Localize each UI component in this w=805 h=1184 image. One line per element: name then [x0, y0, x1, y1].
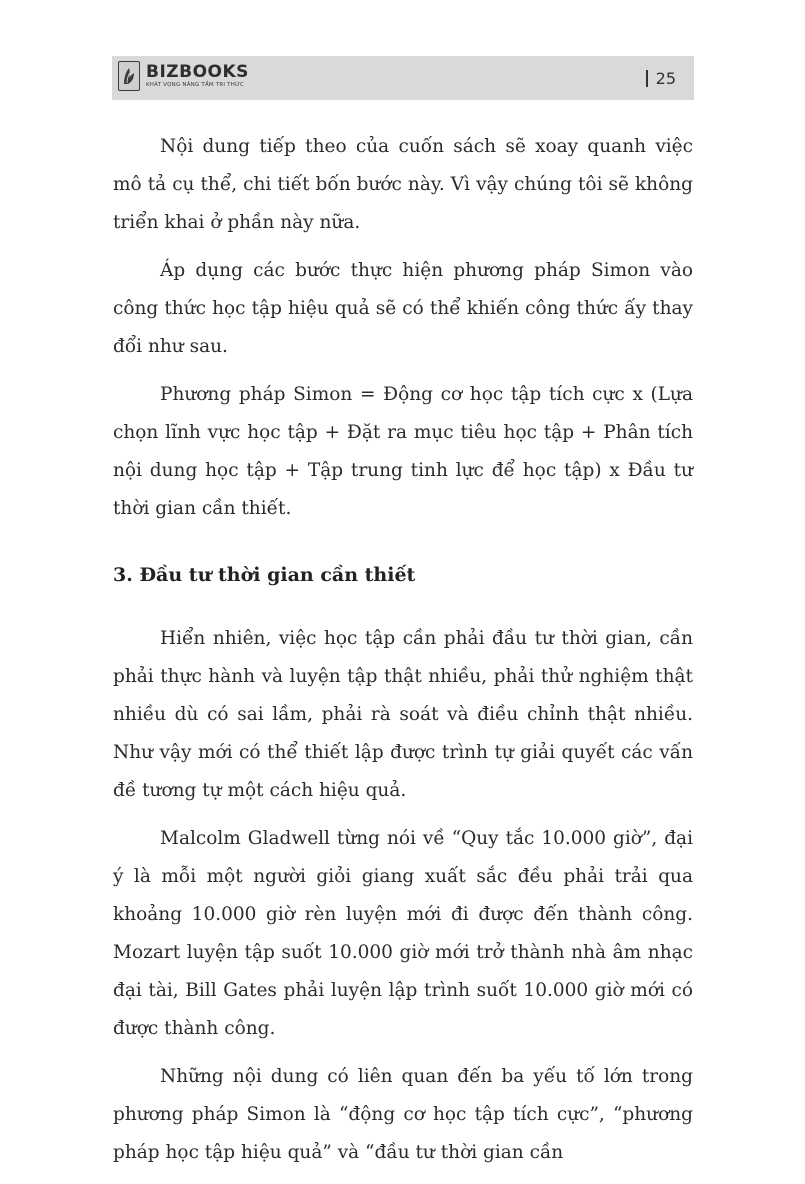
bizbooks-logo-icon — [118, 61, 140, 91]
page-number-block — [646, 69, 676, 88]
brand-tagline: KHÁT VỌNG NÂNG TẦM TRI THỨC — [146, 81, 245, 88]
body-paragraph: Những nội dung có liên quan đến ba yếu tố lớn trong phương pháp Simon là “động cơ học tập tích cực”, “phương pháp học tập hiệu quả” và “đầu tư thời gian cần — [113, 1066, 693, 1163]
formula-paragraph: Phương pháp Simon = Động cơ học tập tích cực x (Lựa chọn lĩnh vực học tập + Đặt ra mục tiêu học tập + Phân tích nội dung học tập + Tập trung tinh lực để học tập) x Đầu tư thời gian cần thiết. — [113, 384, 693, 519]
body-paragraph: Malcolm Gladwell từng nói về “Quy tắc 10.000 giờ”, đại ý là mỗi một người giỏi giang xuất sắc đều phải trải qua khoảng 10.000 giờ rèn luyện mới đi được đến thành công. Mozart luyện tập suốt 10.000 giờ mới trở thành nhà âm nhạc đại tài, Bill Gates phải luyện lập trình suốt 10.000 giờ mới có được thành công. — [113, 828, 693, 1039]
page-number: 25 — [655, 69, 676, 88]
body-paragraph: Áp dụng các bước thực hiện phương pháp Simon vào công thức học tập hiệu quả sẽ có thể khiến công thức ấy thay đổi như sau. — [113, 260, 693, 357]
brand-name: BIZBOOKS — [146, 61, 249, 82]
running-header — [112, 56, 694, 100]
section-heading: 3. Đầu tư thời gian cần thiết — [113, 564, 416, 586]
page-number-divider — [646, 70, 648, 87]
page-body — [113, 128, 693, 1182]
body-paragraph: Hiển nhiên, việc học tập cần phải đầu tư thời gian, cần phải thực hành và luyện tập thật nhiều, phải thử nghiệm thật nhiều dù có sai lầm, phải rà soát và điều chỉnh thật nhiều. Như vậy mới có thể thiết lập được trình tự giải quyết các vấn đề tương tự một cách hiệu quả. — [113, 628, 693, 801]
body-paragraph: Nội dung tiếp theo của cuốn sách sẽ xoay quanh việc mô tả cụ thể, chi tiết bốn bước này. Vì vậy chúng tôi sẽ không triển khai ở phần này nữa. — [113, 136, 693, 233]
publisher-logo — [118, 61, 249, 91]
